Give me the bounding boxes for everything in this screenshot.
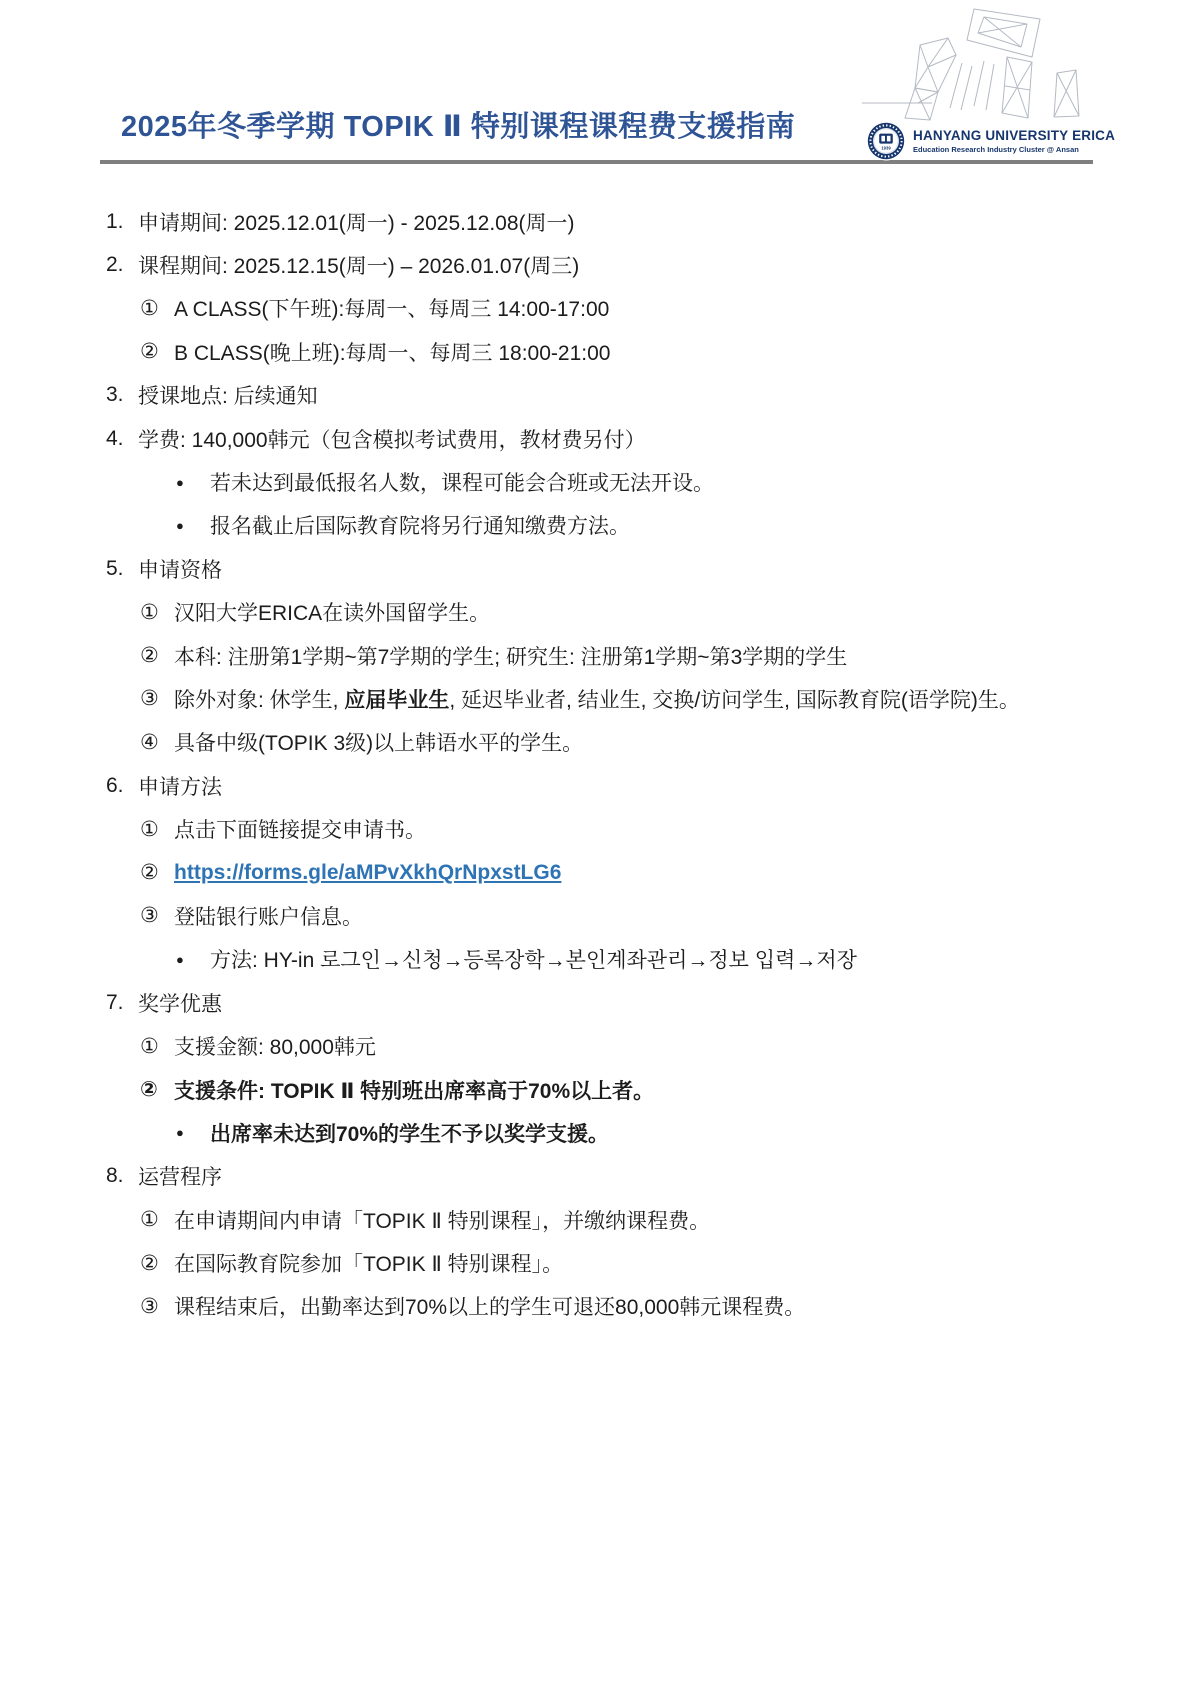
item-text [174, 814, 426, 844]
text-segment: 支援条件: TOPIK Ⅱ 特别班出席率高于70%以上者。 [174, 1079, 655, 1103]
text-segment: 报名截止后国际教育院将另行通知缴费方法。 [210, 515, 630, 539]
item-text [174, 684, 1020, 714]
list-item [0, 764, 1191, 807]
sub-list-item [0, 807, 1191, 850]
building-sketch-illustration [848, 2, 1088, 126]
sub-list-item [0, 1024, 1191, 1067]
text-segment: 授课地点: 后续通知 [138, 385, 318, 409]
bullet-list-item [0, 460, 1191, 503]
list-item [0, 547, 1191, 590]
item-number: 5. [106, 556, 124, 580]
item-number: 6. [106, 773, 124, 797]
item-text [174, 597, 490, 627]
circled-number: ③ [140, 687, 159, 711]
circled-number: ② [140, 1251, 159, 1275]
bullet-icon: ● [176, 951, 184, 967]
item-text [210, 510, 630, 540]
bullet-list-item [0, 1111, 1191, 1154]
sub-list-item [0, 894, 1191, 937]
item-text [174, 727, 583, 757]
text-segment: 支援金额: 80,000韩元 [174, 1036, 376, 1060]
item-text [138, 988, 222, 1018]
sub-list-item [0, 721, 1191, 764]
circled-number: ① [140, 296, 159, 320]
text-segment: 登陆银行账户信息。 [174, 905, 363, 929]
text-segment: , 延迟毕业者, 结业生, 交换/访问学生, 国际教育院(语学院)生。 [449, 688, 1020, 712]
university-name: HANYANG UNIVERSITY ERICA [913, 128, 1116, 143]
university-seal-icon [866, 121, 906, 161]
sub-list-item [0, 330, 1191, 373]
item-number: 4. [106, 426, 124, 450]
item-text [138, 1161, 222, 1191]
item-text [210, 1118, 609, 1148]
list-item [0, 374, 1191, 417]
text-segment: 学费: 140,000韩元（包含模拟考试费用，教材费另付） [138, 428, 646, 452]
university-logo [866, 121, 1115, 161]
sub-list-item [0, 287, 1191, 330]
text-segment: 在国际教育院参加「TOPIK Ⅱ 特别课程」。 [174, 1253, 564, 1277]
bullet-icon: ● [176, 474, 184, 490]
text-segment: 应届毕业生 [344, 688, 450, 712]
text-segment: 具备中级(TOPIK 3级)以上韩语水平的学生。 [174, 732, 584, 756]
item-number: 2. [106, 253, 124, 277]
text-segment: 在申请期间内申请「TOPIK Ⅱ 特别课程」，并缴纳课程费。 [174, 1209, 711, 1233]
circled-number: ③ [140, 1294, 159, 1318]
item-text [174, 1291, 805, 1321]
text-segment: A CLASS(下午班):每周一、每周三 14:00-17:00 [174, 298, 610, 322]
list-item [0, 417, 1191, 460]
item-text [174, 901, 363, 931]
page-title: 2025年冬季学期 TOPIK Ⅱ 特别课程课程费支援指南 [121, 111, 796, 143]
sub-list-item [0, 1198, 1191, 1241]
text-segment: B CLASS(晚上班):每周一、每周三 18:00-21:00 [174, 341, 611, 365]
item-text [174, 1031, 376, 1061]
list-item [0, 200, 1191, 243]
text-segment: 奖学优惠 [138, 992, 222, 1016]
bullet-list-item [0, 504, 1191, 547]
item-text [138, 380, 318, 410]
text-segment: 点击下面链接提交申请书。 [174, 819, 426, 843]
text-segment: 若未达到最低报名人数，课程可能会合班或无法开设。 [210, 472, 714, 496]
item-text [174, 641, 847, 671]
item-text [174, 1205, 710, 1235]
text-segment: 申请方法 [138, 775, 222, 799]
sub-list-item [0, 1241, 1191, 1284]
circled-number: ④ [140, 730, 159, 754]
item-text [174, 293, 609, 323]
item-text [174, 337, 610, 367]
item-number: 3. [106, 383, 124, 407]
item-text [174, 1075, 654, 1105]
circled-number: ② [140, 1078, 158, 1101]
text-segment: 申请期间: 2025.12.01(周一) - 2025.12.08(周一) [138, 211, 575, 235]
list-item [0, 1155, 1191, 1198]
sub-list-item [0, 1285, 1191, 1328]
item-text [138, 207, 575, 237]
text-segment: 除外对象: 休学生, [174, 688, 345, 712]
item-text [138, 250, 579, 280]
bullet-icon: ● [176, 517, 184, 533]
sub-list-item [0, 677, 1191, 720]
circled-number: ② [140, 644, 159, 668]
university-tagline: Education Research Industry Cluster @ Ansan [913, 145, 1079, 154]
item-number: 7. [106, 990, 124, 1014]
circled-number: ③ [140, 904, 159, 928]
item-text [138, 771, 222, 801]
item-number: 1. [106, 209, 124, 233]
item-text [210, 944, 857, 974]
bullet-list-item [0, 938, 1191, 981]
list-item [0, 981, 1191, 1024]
item-text [210, 467, 714, 497]
circled-number: ① [140, 817, 159, 841]
sub-list-item [0, 591, 1191, 634]
text-segment: 出席率未达到70%的学生不予以奖学支援。 [210, 1122, 610, 1146]
bullet-icon: ● [176, 1125, 184, 1141]
content-list [0, 200, 1191, 1328]
text-segment: 课程结束后，出勤率达到70%以上的学生可退还80,000韩元课程费。 [174, 1296, 806, 1320]
sub-list-item [0, 634, 1191, 677]
svg-text:1939: 1939 [881, 145, 891, 151]
item-text [138, 554, 222, 584]
sub-list-item [0, 851, 1191, 894]
circled-number: ① [140, 600, 159, 624]
circled-number: ② [140, 340, 159, 364]
text-segment: 课程期间: 2025.12.15(周一) – 2026.01.07(周三) [138, 255, 580, 279]
circled-number: ① [140, 1034, 159, 1058]
text-segment: 申请资格 [138, 558, 222, 582]
application-form-link[interactable]: https://forms.gle/aMPvXkhQrNpxstLG6 [174, 860, 562, 884]
text-segment: 汉阳大学ERICA在读外国留学生。 [174, 602, 491, 626]
sub-list-item [0, 1068, 1191, 1111]
item-number: 8. [106, 1164, 124, 1188]
item-text [138, 424, 646, 454]
item-text [174, 861, 561, 885]
list-item [0, 243, 1191, 286]
circled-number: ② [140, 861, 159, 885]
circled-number: ① [140, 1208, 159, 1232]
text-segment: 方法: HY-in 로그인→신청→등록장학→본인계좌관리→정보 입력→저장 [210, 949, 857, 973]
item-text [174, 1248, 563, 1278]
text-segment: 本科: 注册第1学期~第7学期的学生; 研究生: 注册第1学期~第3学期的学生 [174, 645, 848, 669]
text-segment: 运营程序 [138, 1166, 222, 1190]
